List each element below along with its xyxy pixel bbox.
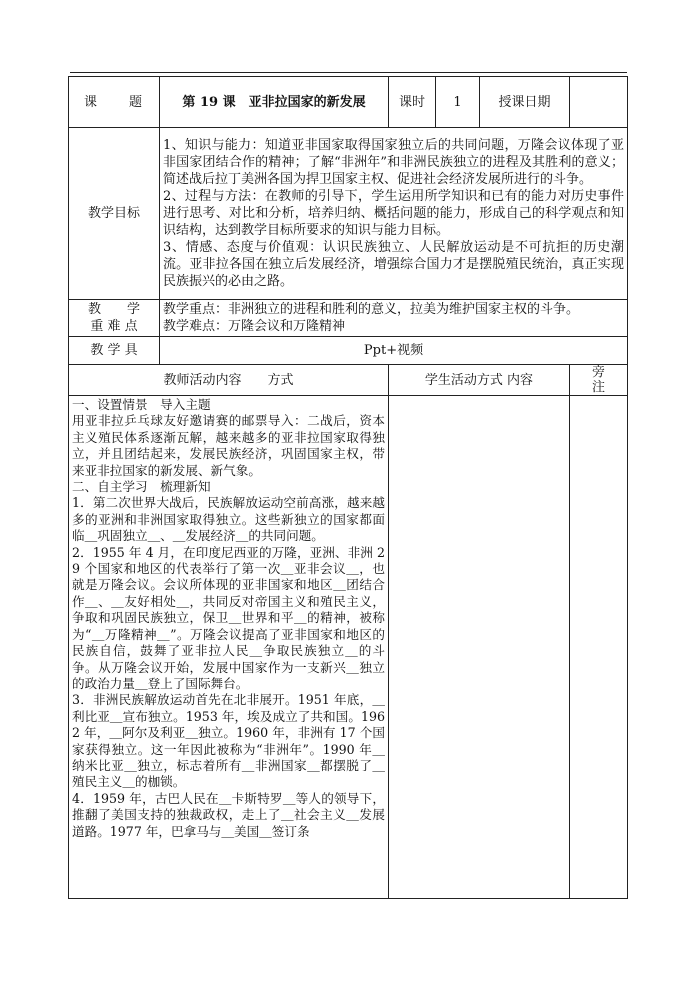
top-rule <box>70 72 627 73</box>
teacher-column-header: 教师活动内容 方式 <box>69 365 389 396</box>
column-header-row <box>69 365 628 396</box>
hours-value: 1 <box>436 77 480 128</box>
lesson-title: 第 19 课 亚非拉国家的新发展 <box>160 77 389 128</box>
key-points-label-line2: 重 难 点 <box>90 319 138 334</box>
activity-row <box>69 396 628 899</box>
notes-content <box>570 396 628 899</box>
header-row <box>69 77 628 128</box>
key-points-label <box>69 300 160 337</box>
study-item-2: 2．1955 年 4 月，在印度尼西亚的万隆，亚洲、非洲 29 个国家和地区的代表举行了第一次＿亚非会议＿，也就是万隆会议。会议所体现的亚非国家和地区＿团结合作＿、＿友好相处＿，共同反对帝国主义和殖民主义，争取和巩固民族独立，保卫＿世界和平＿的精神，被称为“＿万隆精神＿”。万隆会议提高了亚非国家和地区的民族自信，鼓舞了亚非拉人民＿争取民族独立＿的斗争。从万隆会议开始，发展中国家作为一支新兴＿独立的政治力量＿登上了国际舞台。 <box>72 544 385 691</box>
intro-paragraph: 用亚非拉乒乓球友好邀请赛的邮票导入：二战后，资本主义殖民体系逐渐瓦解，越来越多的亚非拉国家取得独立，并且团结起来，发展民族经济，巩固国家主权，带来亚非拉国家的新发展、新气象。 <box>72 413 385 478</box>
study-item-3: 3．非洲民族解放运动首先在北非展开。1951 年底，＿利比亚＿宣布独立。1953 年，埃及成立了共和国。1962 年，＿阿尔及利亚＿独立。1960 年，非洲有 17 个国家获得独立。这一年因此被称为“非洲年”。1990 年＿纳米比亚＿独立，标志着所有＿非洲国家＿都摆脱了＿殖民主义＿的枷锁。 <box>72 692 385 790</box>
hours-label: 课时 <box>389 77 436 128</box>
objective-attitude: 3、情感、态度与价值观：认识民族独立、人民解放运动是不可抗拒的历史潮流。亚非拉各国在独立后发展经济，增强综合国力才是摆脱殖民统治，真正实现民族振兴的必由之路。 <box>163 240 624 289</box>
teaching-focus: 教学重点：非洲独立的进程和胜利的意义，拉美为维护国家主权的斗争。 <box>163 302 580 317</box>
key-points-row <box>69 300 628 337</box>
date-value <box>570 77 628 128</box>
study-item-4: 4．1959 年，古巴人民在＿卡斯特罗＿等人的领导下，推翻了美国支持的独裁政权，走上了＿社会主义＿发展道路。1977 年，巴拿马与＿美国＿签订条 <box>72 790 385 839</box>
key-points-content <box>160 300 628 337</box>
lesson-plan-table <box>68 76 632 899</box>
study-item-1: 1．第二次世界大战后，民族解放运动空前高涨，越来越多的亚洲和非洲国家取得独立。这些新独立的国家都面临＿巩固独立＿、＿发展经济＿的共同问题。 <box>72 495 385 544</box>
objective-process: 2、过程与方法：在教师的引导下，学生运用所学知识和已有的能力对历史事件进行思考、对比和分析，培养归纳、概括问题的能力，形成自己的科学观点和知识结构，达到教学目标所要求的知识与能力目标。 <box>163 189 624 238</box>
section-heading-self-study: 二、自主学习 梳理新知 <box>72 479 211 495</box>
section-heading-intro: 一、设置情景 导入主题 <box>72 397 211 412</box>
tools-row <box>69 337 628 365</box>
tools-label: 教 学 具 <box>69 337 160 365</box>
course-label: 课 题 <box>69 77 160 128</box>
teaching-difficulty: 教学难点：万隆会议和万隆精神 <box>163 319 346 334</box>
tools-value: Ppt+视频 <box>160 337 628 365</box>
objectives-label: 教学目标 <box>69 128 160 300</box>
objective-knowledge: 1、知识与能力：知道亚非国家取得国家独立后的共同问题，万隆会议体现了亚非国家团结合作的精神；了解“非洲年”和非洲民族独立的进程及其胜利的意义；简述战后拉丁美洲各国为捍卫国家主权、促进社会经济发展所进行的斗争。 <box>163 138 624 187</box>
notes-column-header: 旁 注 <box>570 365 628 396</box>
student-column-header: 学生活动方式 内容 <box>389 365 570 396</box>
key-points-label-line1: 教 学 <box>87 302 140 317</box>
objectives-row <box>69 128 628 300</box>
objectives-content <box>160 128 628 300</box>
student-activity-content <box>389 396 570 899</box>
date-label: 授课日期 <box>480 77 570 128</box>
teacher-activity-content <box>69 396 389 899</box>
